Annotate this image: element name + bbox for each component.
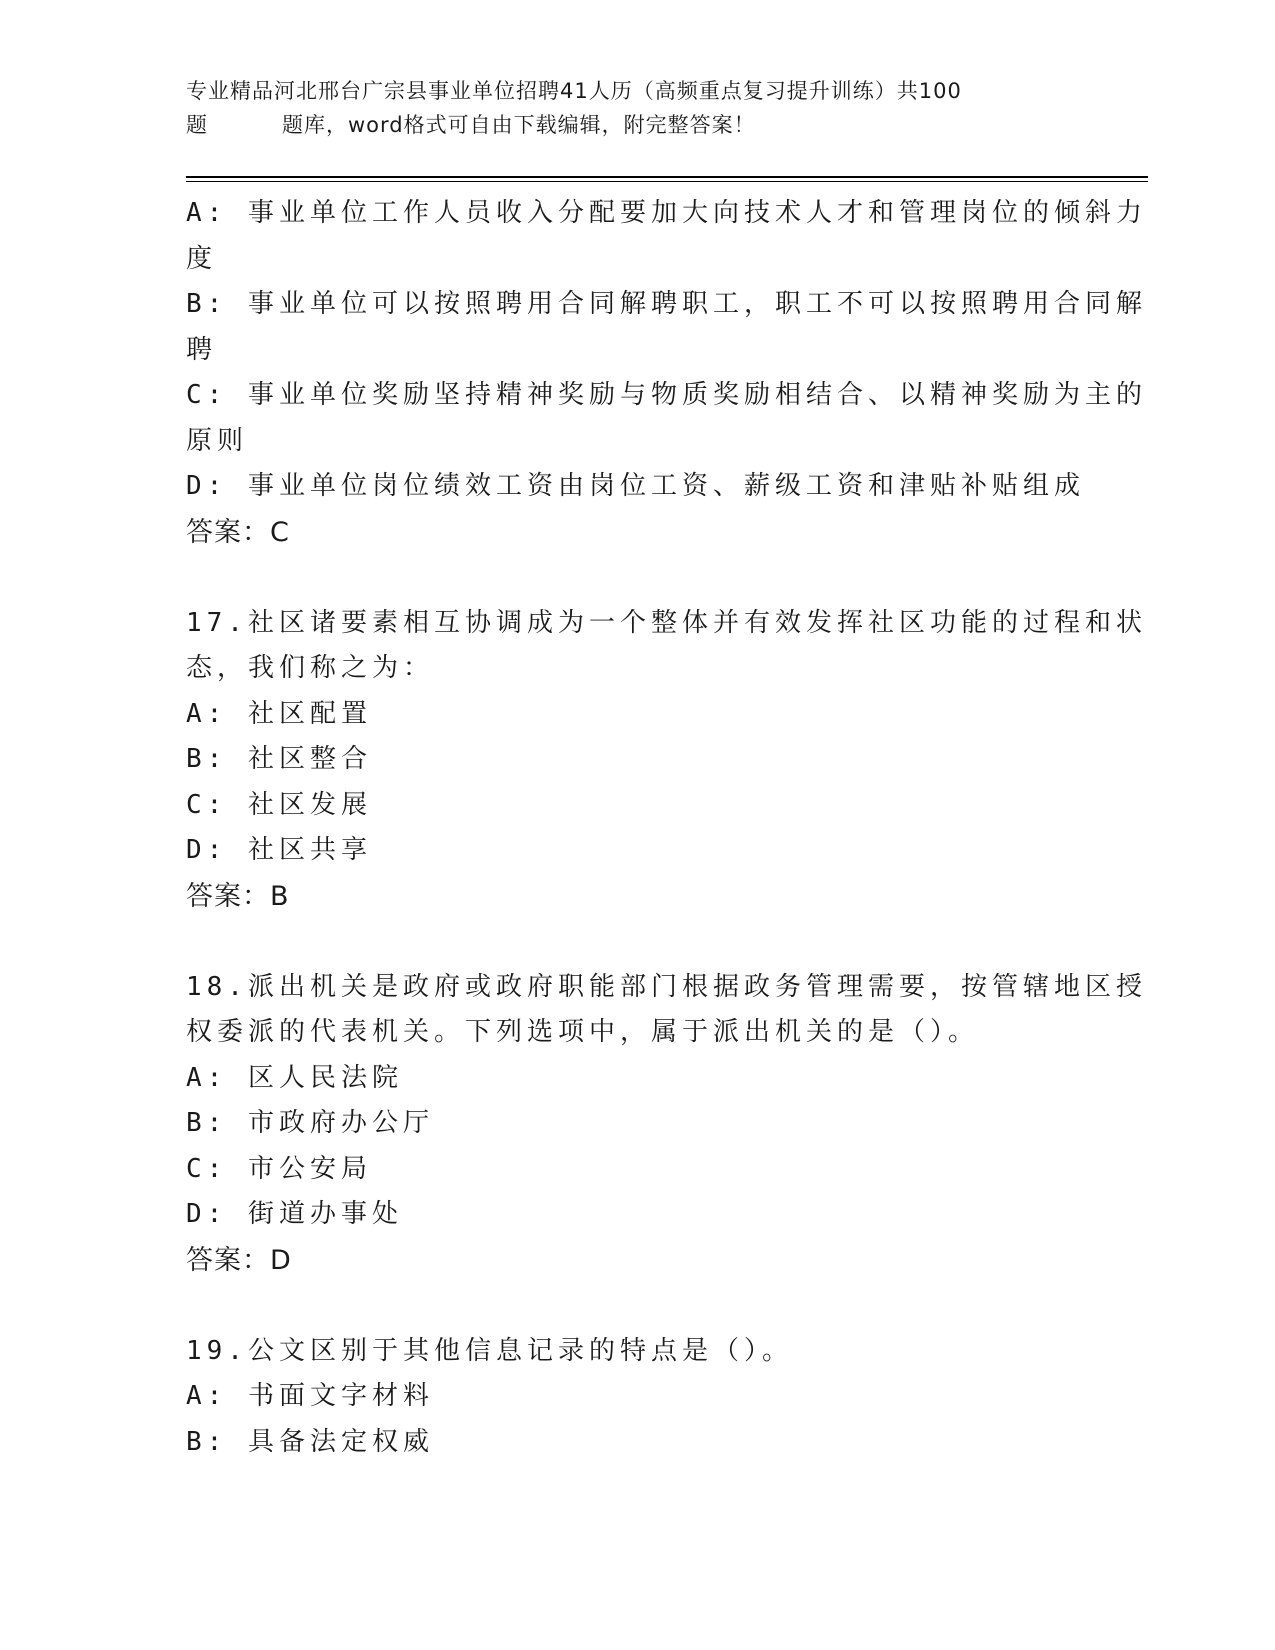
q17-option-a: A: 社区配置 — [186, 698, 372, 729]
header-title-line2-rest: 题库，word格式可自由下载编辑，附完整答案！ — [282, 113, 756, 137]
q18-option-b: B: 市政府办公厅 — [186, 1108, 434, 1138]
q17-stem-line1: 17.社区诸要素相互协调成为一个整体并有效发挥社区功能的过程和状 — [186, 607, 1147, 638]
q17-option-d: D: 社区共享 — [186, 835, 372, 865]
header-title-line2-lead: 题 — [186, 113, 208, 137]
q18-option-c: C: 市公安局 — [186, 1153, 372, 1184]
q18-option-d: D: 街道办事处 — [186, 1199, 403, 1229]
q16-option-d: D: 事业单位岗位绩效工资由岗位工资、薪级工资和津贴补贴组成 — [186, 471, 1085, 501]
q17-stem-line2: 态，我们称之为： — [186, 653, 435, 683]
q16-answer: 答案：C — [186, 516, 290, 548]
q19-option-b: B: 具备法定权威 — [186, 1426, 434, 1457]
q16-option-c-line1: C: 事业单位奖励坚持精神奖励与物质奖励相结合、以精神奖励为主的 — [186, 380, 1147, 410]
q18-option-a: A: 区人民法院 — [186, 1062, 403, 1093]
q16-option-a-line2: 度 — [186, 243, 218, 274]
question-17 — [186, 601, 1147, 920]
q17-option-b: B: 社区整合 — [186, 744, 372, 774]
q18-stem-line2: 权委派的代表机关。下列选项中，属于派出机关的是（）。 — [186, 1017, 980, 1047]
question-16 — [186, 191, 1147, 555]
q16-option-b-line2: 聘 — [186, 334, 218, 365]
spacer — [186, 555, 1086, 601]
q16-option-a-line1: A: 事业单位工作人员收入分配要加大向技术人才和管理岗位的倾斜力 — [186, 198, 1147, 228]
header-title-line2 — [186, 108, 1086, 142]
q19-option-a: A: 书面文字材料 — [186, 1381, 434, 1411]
header-divider-thick — [186, 176, 1148, 178]
q19-stem-line1: 19.公文区别于其他信息记录的特点是（）。 — [186, 1335, 793, 1366]
header-title-line1: 专业精品河北邢台广宗县事业单位招聘41人历（高频重点复习提升训练）共100 — [186, 79, 962, 103]
question-list — [186, 191, 1147, 1465]
q17-option-c: C: 社区发展 — [186, 789, 372, 820]
header-divider-thin — [186, 181, 1148, 182]
question-19 — [186, 1329, 1086, 1466]
q17-answer: 答案：B — [186, 880, 290, 912]
question-18 — [186, 965, 1147, 1284]
page-header — [186, 74, 1086, 142]
spacer — [186, 1283, 1086, 1329]
q18-stem-line1: 18.派出机关是政府或政府职能部门根据政务管理需要，按管辖地区授 — [186, 971, 1147, 1002]
spacer — [186, 919, 1086, 965]
q18-answer: 答案：D — [186, 1244, 292, 1276]
q16-option-b-line1: B: 事业单位可以按照聘用合同解聘职工，职工不可以按照聘用合同解 — [186, 289, 1147, 319]
q16-option-c-line2: 原则 — [186, 425, 249, 456]
